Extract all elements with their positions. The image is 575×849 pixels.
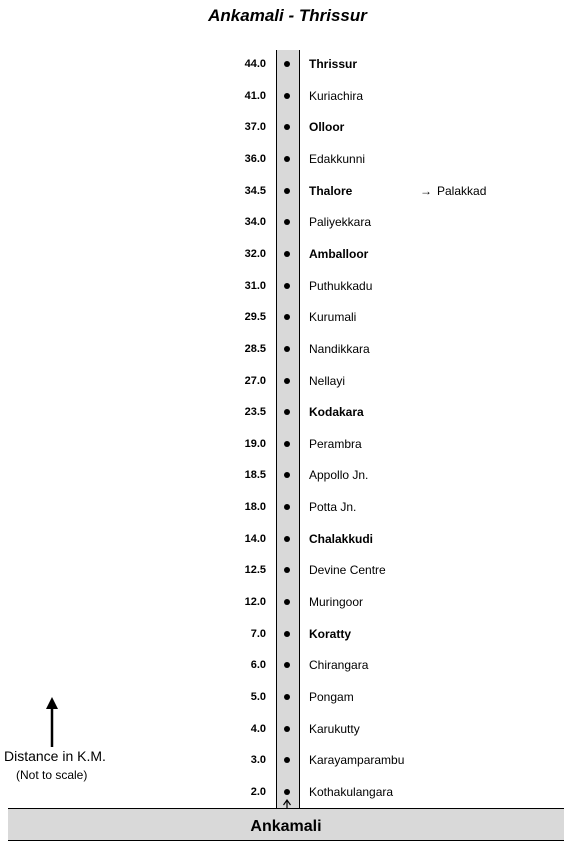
- stop-dot-icon: [284, 314, 290, 320]
- stop-distance: 37.0: [244, 121, 266, 134]
- stop-dot-icon: [284, 409, 290, 415]
- stop-dot-icon: [284, 124, 290, 130]
- stop-name: Karayamparambu: [309, 753, 405, 768]
- stop-distance: 3.0: [250, 754, 266, 767]
- stop-name: Puthukkadu: [309, 278, 373, 293]
- branch-label: Palakkad: [437, 183, 487, 198]
- right-arrow-icon: →: [420, 183, 432, 198]
- stop-name: Edakkunni: [309, 151, 366, 166]
- stop-dot-icon: [284, 93, 290, 99]
- stop-distance: 34.5: [244, 184, 266, 197]
- stop-dot-icon: [284, 61, 290, 67]
- stop-distance: 29.5: [244, 311, 266, 324]
- stop-dot-icon: [284, 789, 290, 795]
- stop-name: Perambra: [309, 436, 362, 451]
- stop-name: Thrissur: [309, 57, 358, 71]
- stop-name: Devine Centre: [309, 563, 386, 578]
- stop-distance: 14.0: [244, 532, 266, 545]
- stop-distance: 32.0: [244, 247, 266, 260]
- stop-dot-icon: [284, 188, 290, 194]
- stop-distance: 4.0: [250, 722, 266, 735]
- stop-dot-icon: [284, 251, 290, 257]
- stop-distance: 36.0: [244, 152, 266, 165]
- stop-name: Nellayi: [309, 373, 346, 388]
- stop-row: [0, 181, 575, 201]
- up-arrow-icon: [44, 697, 60, 747]
- stop-distance: 28.5: [244, 342, 266, 355]
- stop-row: [0, 54, 575, 74]
- stop-distance: 7.0: [250, 627, 266, 640]
- branch-palakkad: [420, 181, 486, 201]
- stop-row: [0, 117, 575, 137]
- stop-distance: 12.5: [244, 564, 266, 577]
- stop-name: Amballoor: [309, 246, 369, 261]
- stop-dot-icon: [284, 726, 290, 732]
- stop-row: [0, 434, 575, 454]
- legend-scale-note: (Not to scale): [16, 768, 88, 782]
- stop-distance: 5.0: [250, 691, 266, 703]
- stop-distance: 18.5: [244, 469, 266, 482]
- stop-distance: 27.0: [244, 374, 266, 387]
- stop-name: Koratty: [309, 626, 352, 641]
- stop-name: Appollo Jn.: [309, 468, 369, 483]
- stop-row: [0, 719, 575, 739]
- stop-row: [0, 149, 575, 169]
- stop-dot-icon: [284, 283, 290, 289]
- stop-distance: 6.0: [250, 659, 266, 672]
- stop-dot-icon: [284, 536, 290, 542]
- stop-distance: 23.5: [244, 406, 266, 419]
- stop-row: [0, 592, 575, 612]
- stop-row: [0, 212, 575, 232]
- stop-row: [0, 402, 575, 422]
- stop-name: Kothakulangara: [309, 784, 394, 799]
- stop-dot-icon: [284, 662, 290, 668]
- stop-name: Paliyekkara: [309, 215, 372, 230]
- stop-row: [0, 497, 575, 517]
- stop-name: Kuriachira: [309, 88, 364, 103]
- stop-distance: 18.0: [244, 501, 266, 514]
- stop-distance: 41.0: [244, 89, 266, 102]
- stop-name: Nandikkara: [309, 341, 370, 356]
- stop-name: Olloor: [309, 120, 345, 135]
- stop-row: [0, 86, 575, 106]
- stop-distance: 12.0: [244, 596, 266, 608]
- stop-dot-icon: [284, 757, 290, 763]
- stop-name: Pongam: [309, 690, 354, 704]
- stop-name: Potta Jn.: [309, 500, 357, 515]
- stop-dot-icon: [284, 219, 290, 225]
- stop-dot-icon: [284, 346, 290, 352]
- diagram-title: Ankamali - Thrissur: [208, 6, 367, 25]
- stop-name: Chirangara: [309, 658, 369, 673]
- stop-name: Karukutty: [309, 721, 360, 736]
- stop-row: [0, 276, 575, 296]
- stop-row: [0, 371, 575, 391]
- stop-row: [0, 244, 575, 264]
- stop-name: Thalore: [309, 183, 353, 198]
- stop-dot-icon: [284, 599, 290, 605]
- stop-row: [0, 560, 575, 580]
- legend-distance-label: Distance in K.M.: [4, 748, 106, 764]
- stop-name: Chalakkudi: [309, 531, 374, 546]
- stop-dot-icon: [284, 156, 290, 162]
- stop-row: [0, 339, 575, 359]
- stop-dot-icon: [284, 631, 290, 637]
- stop-distance: 31.0: [244, 279, 266, 292]
- stop-dot-icon: [284, 504, 290, 510]
- stop-distance: 2.0: [250, 785, 266, 798]
- stop-dot-icon: [284, 472, 290, 478]
- terminus-ankamali: Ankamali: [8, 808, 564, 841]
- stop-distance: 19.0: [244, 437, 266, 450]
- stop-name: Kodakara: [309, 405, 364, 420]
- stop-distance: 44.0: [244, 58, 266, 70]
- stop-dot-icon: [284, 441, 290, 447]
- stop-name: Muringoor: [309, 595, 364, 609]
- stop-distance: 34.0: [244, 216, 266, 229]
- stop-dot-icon: [284, 694, 290, 700]
- stop-row: [0, 624, 575, 644]
- stop-row: [0, 529, 575, 549]
- stop-dot-icon: [284, 567, 290, 573]
- stop-name: Kurumali: [309, 310, 357, 325]
- stop-row: [0, 655, 575, 675]
- stop-row: [0, 465, 575, 485]
- stop-dot-icon: [284, 378, 290, 384]
- stop-row: [0, 687, 575, 707]
- stop-row: [0, 307, 575, 327]
